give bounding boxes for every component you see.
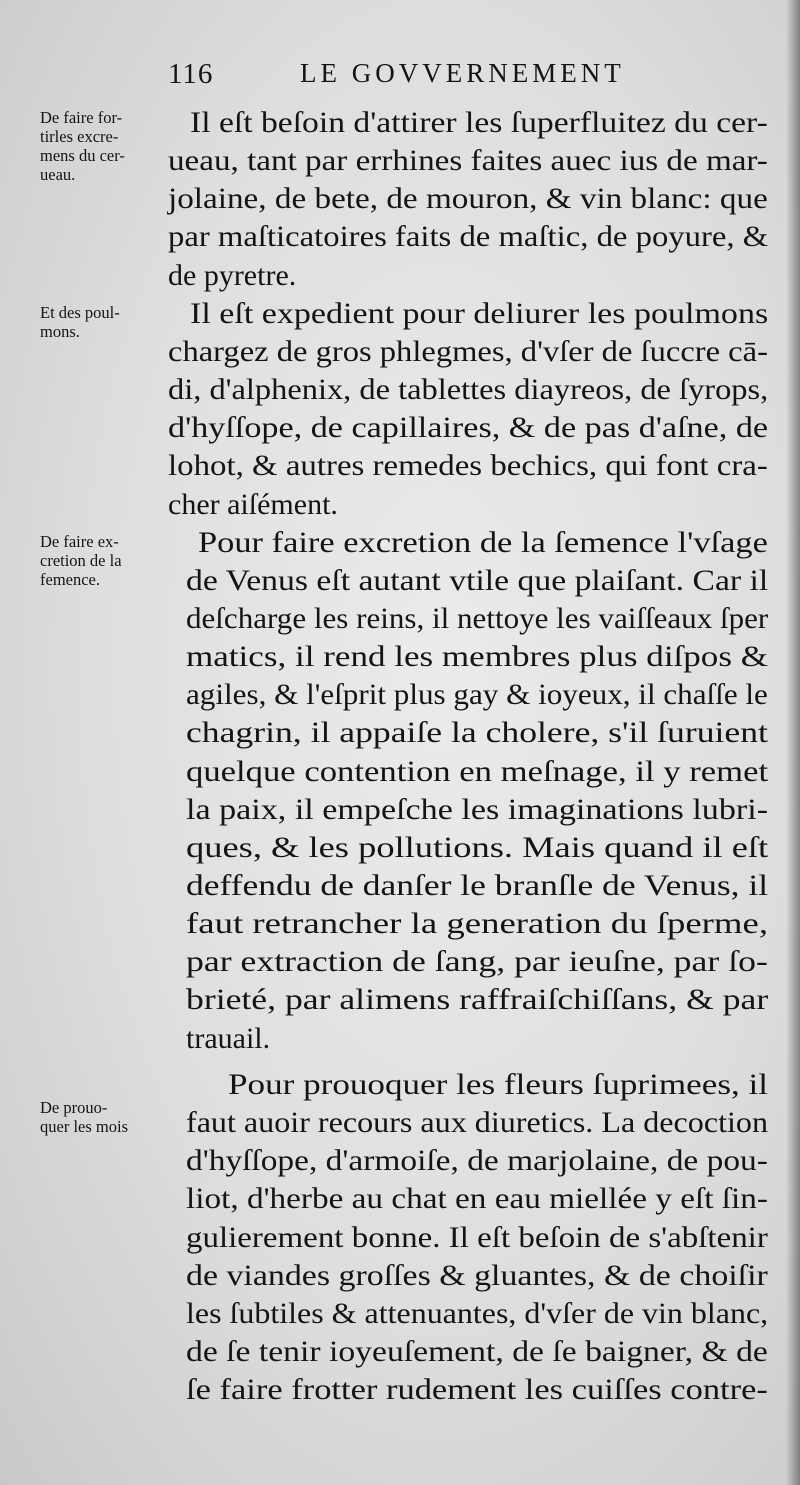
body-line	[168, 486, 768, 524]
body-line-text: faut auoir recours aux diuretics. La decoction	[186, 1106, 769, 1140]
margin-note-line: mens du cer-	[40, 146, 125, 165]
page-header	[0, 58, 800, 98]
margin-note-line: cretion de la	[40, 551, 122, 570]
body-line-text: chagrin, il appaiſe la cholere, s'il ſuruient	[186, 716, 768, 750]
body-line-text: par extraction de ſang, par ieuſne, par ſo-	[186, 945, 768, 979]
body-line	[186, 638, 768, 676]
body-line-text: di, d'alphenix, de tablettes diayreos, de ſyrops,	[168, 373, 769, 407]
body-line-text: la paix, il empeſche les imaginations lubri-	[186, 792, 769, 826]
body-line	[198, 524, 768, 562]
margin-note-line: De faire ex-	[40, 532, 119, 551]
body-line-text: de ſe tenir ioyeuſement, de ſe baigner, & de	[186, 1335, 768, 1369]
body-line	[168, 409, 768, 447]
body-line	[168, 218, 768, 256]
body-line-text: par maſticatoires faits de maſtic, de poyure, &	[168, 220, 769, 254]
body-line-text: deſcharge les reins, il nettoye les vaiſſeaux ſper	[186, 601, 769, 635]
body-line-text: ques, & les pollutions. Mais quand il eſt	[186, 830, 769, 864]
body-line	[168, 447, 768, 485]
body-line-text: agiles, & l'eſprit plus gay & ioyeux, il chaſſe le	[186, 678, 768, 712]
body-line-text: gulierement bonne. Il eſt beſoin de s'abſtenir	[186, 1220, 768, 1254]
margin-note-line: ueau.	[40, 165, 76, 184]
body-line-text: Il eſt expedient pour deliurer les poulmons	[190, 296, 769, 330]
body-line-text: jolaine, de bete, de mouron, & vin blanc: que	[168, 182, 768, 216]
body-line	[168, 257, 768, 295]
margin-note	[40, 1098, 170, 1136]
body-line	[186, 676, 768, 714]
body-line-text: matics, il rend les membres plus diſpos &	[186, 640, 768, 674]
body-line	[186, 867, 768, 905]
body-line-text: chargez de gros phlegmes, d'vſer de ſuccre cā-	[168, 334, 768, 368]
margin-note-line: De prouo-	[40, 1098, 108, 1117]
body-line-text: ſe faire frotter rudement les cuiſſes contre-	[186, 1373, 768, 1407]
body-line-text: ueau, tant par errhines faites auec ius de mar-	[168, 144, 768, 178]
body-line	[186, 1219, 768, 1257]
body-line-text: cher aiſément.	[168, 487, 338, 521]
body-line	[186, 1371, 768, 1409]
body-line-text: quelque contention en meſnage, il y remet	[186, 754, 769, 788]
body-line-text: de viandes groſſes & gluantes, & de choiſir	[186, 1258, 768, 1292]
body-line	[190, 295, 768, 333]
body-line	[190, 104, 768, 142]
body-line-text: lohot, & autres remedes bechics, qui font cra-	[168, 449, 768, 483]
body-line	[186, 1180, 768, 1218]
body-line-text: d'hyſſope, de capillaires, & de pas d'aſne, de	[168, 411, 769, 445]
margin-note	[40, 303, 170, 341]
body-line	[186, 829, 768, 867]
body-line	[186, 1333, 768, 1371]
body-line	[168, 371, 768, 409]
body-line	[186, 1142, 768, 1180]
margin-note	[40, 532, 170, 589]
body-line	[186, 600, 768, 638]
body-line-text: Pour faire excretion de la ſemence l'vſage	[198, 525, 768, 559]
page-number: 116	[168, 58, 214, 90]
body-line-text: deffendu de danſer le branſle de Venus, il	[186, 869, 769, 902]
margin-note-line: tirles excre-	[40, 127, 119, 146]
body-line-text: Il eſt beſoin d'attirer les ſuperfluitez du cer-	[190, 106, 768, 139]
body-line-text: trauail.	[186, 1021, 271, 1055]
body-line-text: faut retrancher la generation du ſperme,	[186, 907, 769, 941]
body-line-text: les ſubtiles & attenuantes, d'vſer de vin blanc,	[186, 1296, 769, 1330]
margin-note	[40, 108, 170, 184]
body-line	[186, 1020, 768, 1058]
margin-note-line: De faire for-	[40, 108, 123, 127]
body-line	[186, 791, 768, 829]
body-line	[186, 1295, 768, 1333]
body-line	[168, 142, 768, 180]
body-line	[186, 943, 768, 981]
body-line	[186, 753, 768, 791]
body-line	[186, 905, 768, 943]
page-edge-shadow	[786, 0, 800, 1485]
body-line	[186, 562, 768, 600]
margin-note-line: mons.	[40, 322, 80, 341]
margin-note-line: quer les mois	[40, 1117, 128, 1136]
body-line	[186, 1257, 768, 1295]
body-line	[186, 714, 768, 752]
body-line-text: de pyretre.	[168, 258, 297, 292]
body-line-text: de Venus eſt autant vtile que plaiſant. Car il	[186, 563, 769, 597]
body-line	[186, 1104, 768, 1142]
body-line-text: brieté, par alimens raffraiſchiſſans, & par	[186, 983, 769, 1017]
body-line	[168, 180, 768, 218]
body-line-text: liot, d'herbe au chat en eau miellée y eſt ſin-	[186, 1182, 768, 1216]
body-line-text: d'hyſſope, d'armoiſe, de marjolaine, de pou-	[186, 1144, 768, 1178]
margin-note-line: Et des poul-	[40, 303, 120, 322]
body-line-text: Pour prouoquer les fleurs ſuprimees, il	[228, 1068, 769, 1101]
body-line	[168, 333, 768, 371]
margin-note-line: femence.	[40, 570, 100, 589]
body-line	[186, 981, 768, 1019]
running-head: LE GOVVERNEMENT	[300, 58, 625, 88]
body-line	[228, 1066, 768, 1104]
